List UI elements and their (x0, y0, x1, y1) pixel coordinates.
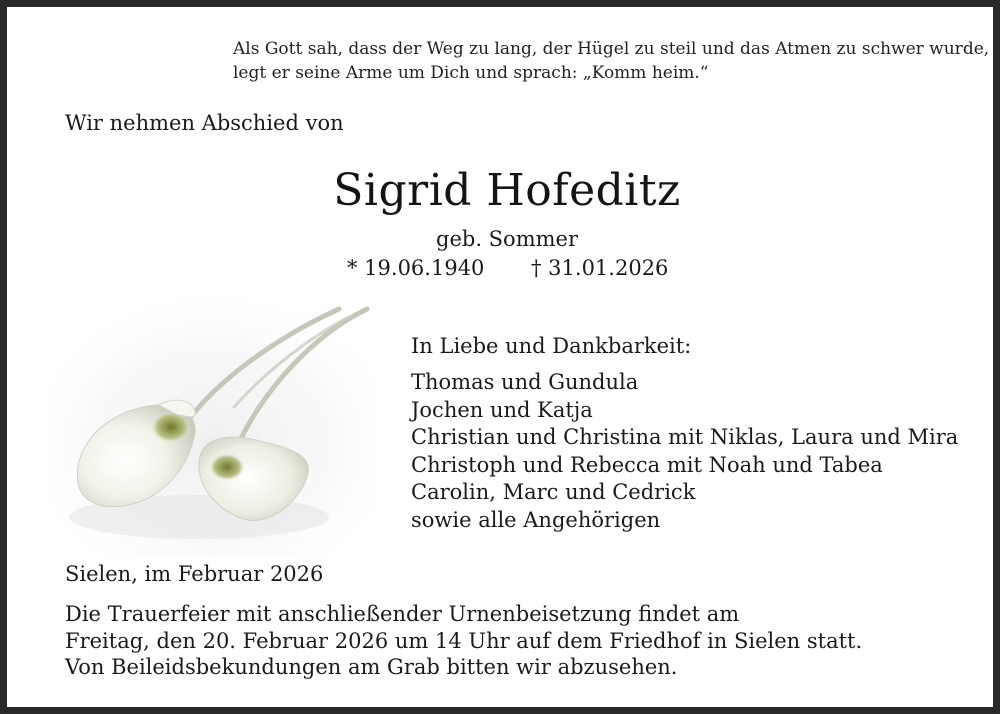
maiden-name: geb. Sommer (436, 227, 578, 251)
death-date: † 31.01.2026 (531, 256, 669, 280)
poem-line-2: legt er seine Arme um Dich und sprach: „Komm heim.“ (233, 63, 709, 83)
poem-line-1: Als Gott sah, dass der Weg zu lang, der Hügel zu steil und das Atmen zu schwer wurde, (233, 39, 990, 59)
deceased-name: Sigrid Hofeditz (333, 165, 681, 216)
farewell-intro: Wir nehmen Abschied von (65, 111, 344, 135)
mourner-entry: Christian und Christina mit Niklas, Laura und Mira (411, 425, 959, 449)
place-and-date: Sielen, im Februar 2026 (65, 562, 324, 586)
mourner-entry: Christoph und Rebecca mit Noah und Tabea (411, 452, 883, 477)
mourner-entry: sowie alle Angehörigen (411, 507, 661, 532)
mourners-list (411, 369, 958, 534)
mourner-entry: Thomas und Gundula (411, 370, 639, 394)
mourner-entry: Carolin, Marc und Cedrick (411, 480, 696, 504)
service-line-2: Freitag, den 20. Februar 2026 um 14 Uhr auf dem Friedhof in Sielen statt. (65, 628, 863, 653)
calla-lilies-image (49, 287, 379, 557)
mourners-heading: In Liebe und Dankbarkeit: (411, 334, 692, 358)
mourner-entry: Jochen und Katja (411, 397, 593, 422)
service-notice (65, 601, 862, 681)
service-line-1: Die Trauerfeier mit anschließender Urnenbeisetzung findet am (65, 602, 740, 626)
birth-date: * 19.06.1940 (347, 256, 485, 280)
service-line-3: Von Beileidsbekundungen am Grab bitten wir abzusehen. (65, 655, 678, 679)
